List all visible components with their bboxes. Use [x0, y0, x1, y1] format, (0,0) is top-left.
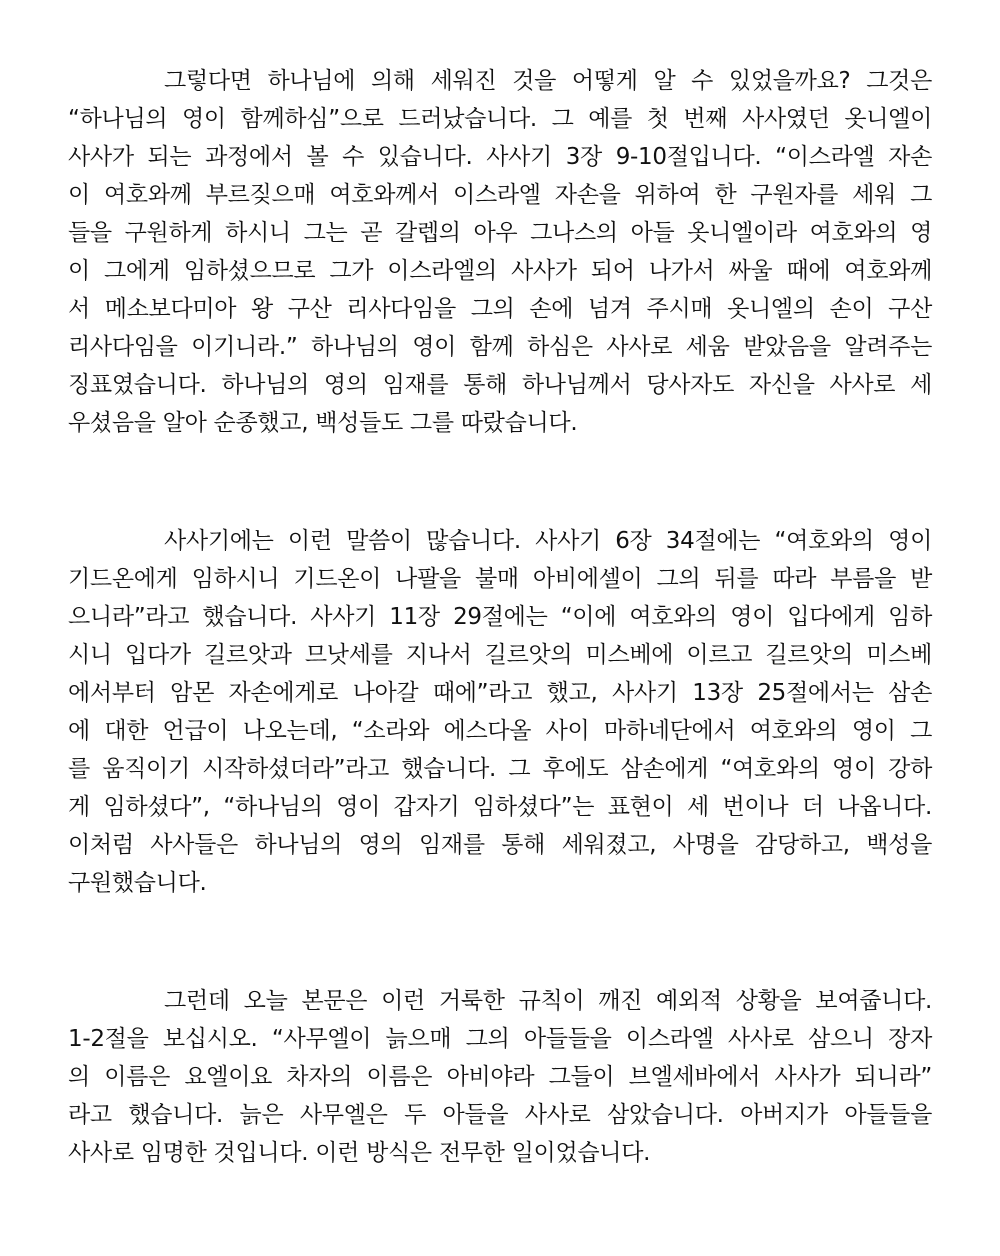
text-line: 1-2절을 보십시오. “사무엘이 늙으매 그의 아들들을 이스라엘 사사로 삼으니 장자: [68, 1026, 932, 1052]
text-line: 서 메소보다미아 왕 구산 리사다임을 그의 손에 넘겨 주시매 옷니엘의 손이 구산: [68, 296, 932, 322]
text-line: 징표였습니다. 하나님의 영의 임재를 통해 하나님께서 당사자도 자신을 사사로 세: [68, 372, 932, 398]
paragraph-2: [68, 522, 932, 902]
text-line: 라고 했습니다. 늙은 사무엘은 두 아들을 사사로 삼았습니다. 아버지가 아들들을: [68, 1102, 932, 1128]
text-line: 이처럼 사사들은 하나님의 영의 임재를 통해 세워졌고, 사명을 감당하고, 백성을: [68, 832, 932, 858]
text-line: 에서부터 암몬 자손에게로 나아갈 때에”라고 했고, 사사기 13장 25절에서는 삼손: [68, 680, 932, 706]
text-line: 이 그에게 임하셨으므로 그가 이스라엘의 사사가 되어 나가서 싸울 때에 여호와께: [68, 258, 932, 284]
text-line: 의 이름은 요엘이요 차자의 이름은 아비야라 그들이 브엘세바에서 사사가 되니라”: [68, 1064, 932, 1090]
text-line: 그런데 오늘 본문은 이런 거룩한 규칙이 깨진 예외적 상황을 보여줍니다.: [164, 988, 932, 1014]
text-line: 사사가 되는 과정에서 볼 수 있습니다. 사사기 3장 9-10절입니다. “이스라엘 자손: [68, 144, 932, 170]
text-line: 들을 구원하게 하시니 그는 곧 갈렙의 아우 그나스의 아들 옷니엘이라 여호와의 영: [68, 220, 932, 246]
text-line: 에 대한 언급이 나오는데, “소라와 에스다올 사이 마하네단에서 여호와의 영이 그: [68, 718, 932, 744]
text-line: 그렇다면 하나님에 의해 세워진 것을 어떻게 알 수 있었을까요? 그것은: [164, 68, 932, 94]
text-line: 사사로 임명한 것입니다. 이런 방식은 전무한 일이었습니다.: [68, 1140, 651, 1166]
text-line: 를 움직이기 시작하셨더라”라고 했습니다. 그 후에도 삼손에게 “여호와의 영이 강하: [68, 756, 932, 782]
text-line: 구원했습니다.: [68, 870, 207, 896]
paragraph-1: [68, 62, 932, 442]
paragraph-3: [68, 982, 932, 1172]
text-line: 리사다임을 이기니라.” 하나님의 영이 함께 하심은 사사로 세움 받았음을 알려주는: [68, 334, 932, 360]
text-line: 사사기에는 이런 말씀이 많습니다. 사사기 6장 34절에는 “여호와의 영이: [164, 528, 932, 554]
text-line: 기드온에게 임하시니 기드온이 나팔을 불매 아비에셀이 그의 뒤를 따라 부름을 받: [68, 566, 932, 592]
text-line: 게 임하셨다”, “하나님의 영이 갑자기 임하셨다”는 표현이 세 번이나 더 나옵니다.: [68, 794, 932, 820]
text-line: 으니라”라고 했습니다. 사사기 11장 29절에는 “이에 여호와의 영이 입다에게 임하: [68, 604, 932, 630]
text-line: 이 여호와께 부르짖으매 여호와께서 이스라엘 자손을 위하여 한 구원자를 세워 그: [68, 182, 932, 208]
text-line: 우셨음을 알아 순종했고, 백성들도 그를 따랐습니다.: [68, 410, 578, 436]
text-line: “하나님의 영이 함께하심”으로 드러났습니다. 그 예를 첫 번째 사사였던 옷니엘이: [68, 106, 932, 132]
text-line: 시니 입다가 길르앗과 므낫세를 지나서 길르앗의 미스베에 이르고 길르앗의 미스베: [68, 642, 932, 668]
